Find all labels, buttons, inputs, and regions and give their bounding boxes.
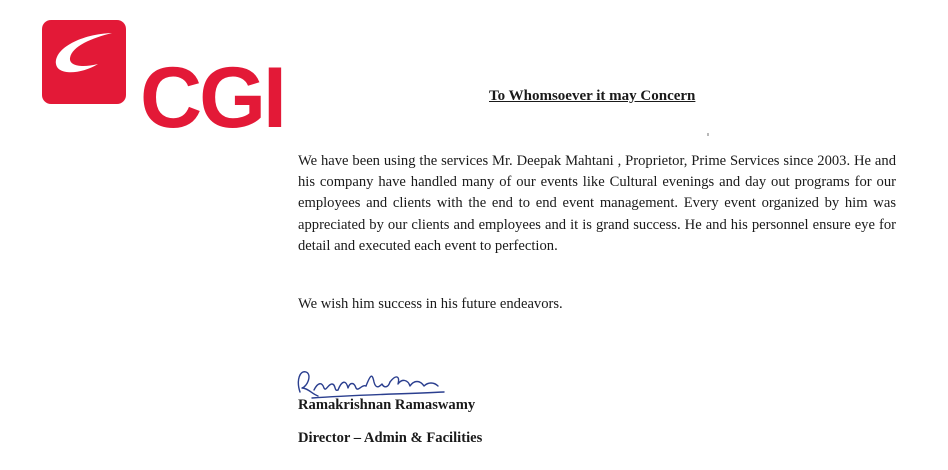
signer-title: Director – Admin & Facilities [298, 430, 483, 446]
letter-closing: We wish him success in his future endeavors. [298, 296, 563, 312]
cgi-logo-mark-icon [42, 20, 126, 104]
letter-body: We have been using the services Mr. Deepak Mahtani , Proprietor, Prime Services since 2003. He and his company have handled many of our events like Cultural evenings and day out programs for our employees and clients with the end to end event management. Every event organized by him was appreciated by our clients and employees and it is grand success. He and his personnel ensure eye for detail and executed each event to perfection. [298, 153, 896, 254]
letter-heading: To Whomsoever it may Concern [489, 88, 696, 104]
scan-speck [707, 133, 709, 136]
signer-name: Ramakrishnan Ramaswamy [298, 397, 476, 413]
cgi-logo-text: CGI [140, 50, 284, 146]
handwritten-signature-icon [292, 362, 452, 402]
